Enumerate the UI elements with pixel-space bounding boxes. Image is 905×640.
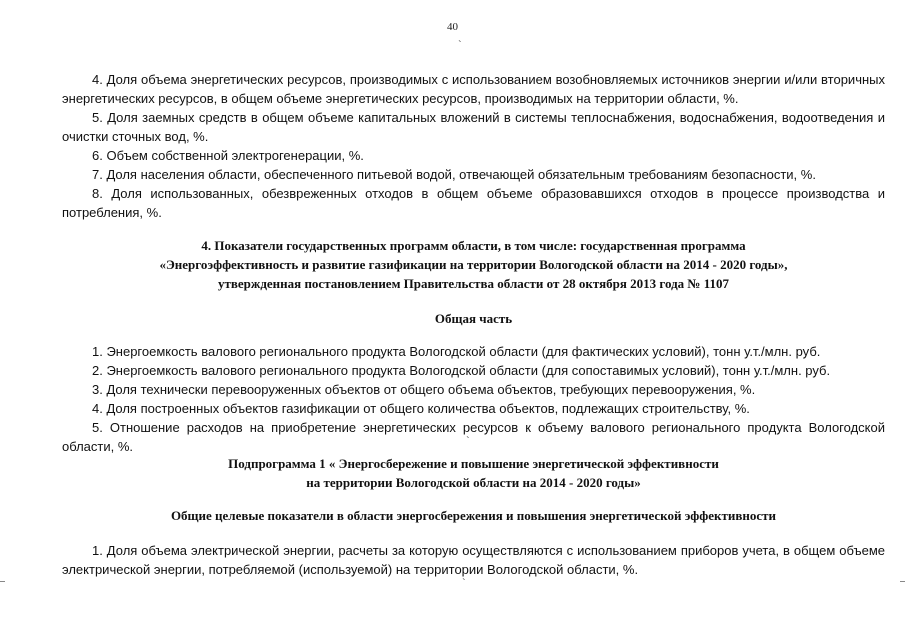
tick-mark: `: [462, 577, 466, 589]
list-item: 4. Доля объема энергетических ресурсов, производимых с использованием возобновляемых источников энергии и/или вторичных энергетических ресурсов, в общем объеме энергетических ресурсов, производимых на территории области, %.: [62, 72, 885, 106]
intro-list: [62, 70, 885, 222]
list-item: 1. Энергоемкость валового регионального продукта Вологодской области (для фактических условий), тонн у.т./млн. руб.: [92, 344, 821, 359]
heading-line: «Энергоэффективность и развитие газификации на территории Вологодской области на 2014 - 2020 годы»,: [159, 257, 788, 272]
list-item: 6. Объем собственной электрогенерации, %.: [92, 148, 364, 163]
heading-line: на территории Вологодской области на 2014 - 2020 годы»: [306, 475, 641, 490]
edge-mark: [900, 581, 905, 582]
list-item: 7. Доля населения области, обеспеченного питьевой водой, отвечающей обязательным требованиям безопасности, %.: [92, 167, 816, 182]
targets-list: [62, 541, 885, 579]
list-item: 5. Отношение расходов на приобретение энергетических ресурсов к объему валового регионального продукта Вологодской области, %.: [62, 420, 885, 454]
general-part-heading: Общая часть: [434, 311, 513, 326]
general-part-list: [62, 342, 885, 456]
list-item: 4. Доля построенных объектов газификации от общего количества объектов, подлежащих строительству, %.: [92, 401, 750, 416]
heading-line: Подпрограмма 1 « Энергосбережение и повышение энергетической эффективности: [228, 456, 719, 471]
list-item: 3. Доля технически перевооруженных объектов от общего объема объектов, требующих перевооружения, %.: [92, 382, 756, 397]
list-item: 1. Доля объема электрической энергии, расчеты за которую осуществляются с использованием приборов учета, в общем объеме электрической энергии, потребляемой (используемой) на территории Вологодской области, %.: [62, 543, 885, 577]
page-number: 40: [447, 21, 458, 33]
heading-line: утвержденная постановлением Правительства области от 28 октября 2013 года № 1107: [218, 276, 729, 291]
list-item: 8. Доля использованных, обезвреженных отходов в общем объеме образовавшихся отходов в процессе производства и потребления, %.: [62, 186, 885, 220]
tick-mark: `: [458, 39, 462, 51]
targets-heading: Общие целевые показатели в области энергосбережения и повышения энергетической эффективности: [170, 508, 777, 523]
section-4-heading: [62, 236, 885, 293]
edge-mark: [0, 581, 5, 582]
list-item: 2. Энергоемкость валового регионального продукта Вологодской области (для сопоставимых условий), тонн у.т./млн. руб.: [92, 363, 831, 378]
list-item: 5. Доля заемных средств в общем объеме капитальных вложений в системы теплоснабжения, водоснабжения, водоотведения и очистки сточных вод, %.: [62, 110, 885, 144]
tick-mark: `: [466, 435, 470, 447]
heading-line: 4. Показатели государственных программ области, в том числе: государственная программа: [201, 238, 746, 253]
subprogram-1-heading: [62, 454, 885, 492]
